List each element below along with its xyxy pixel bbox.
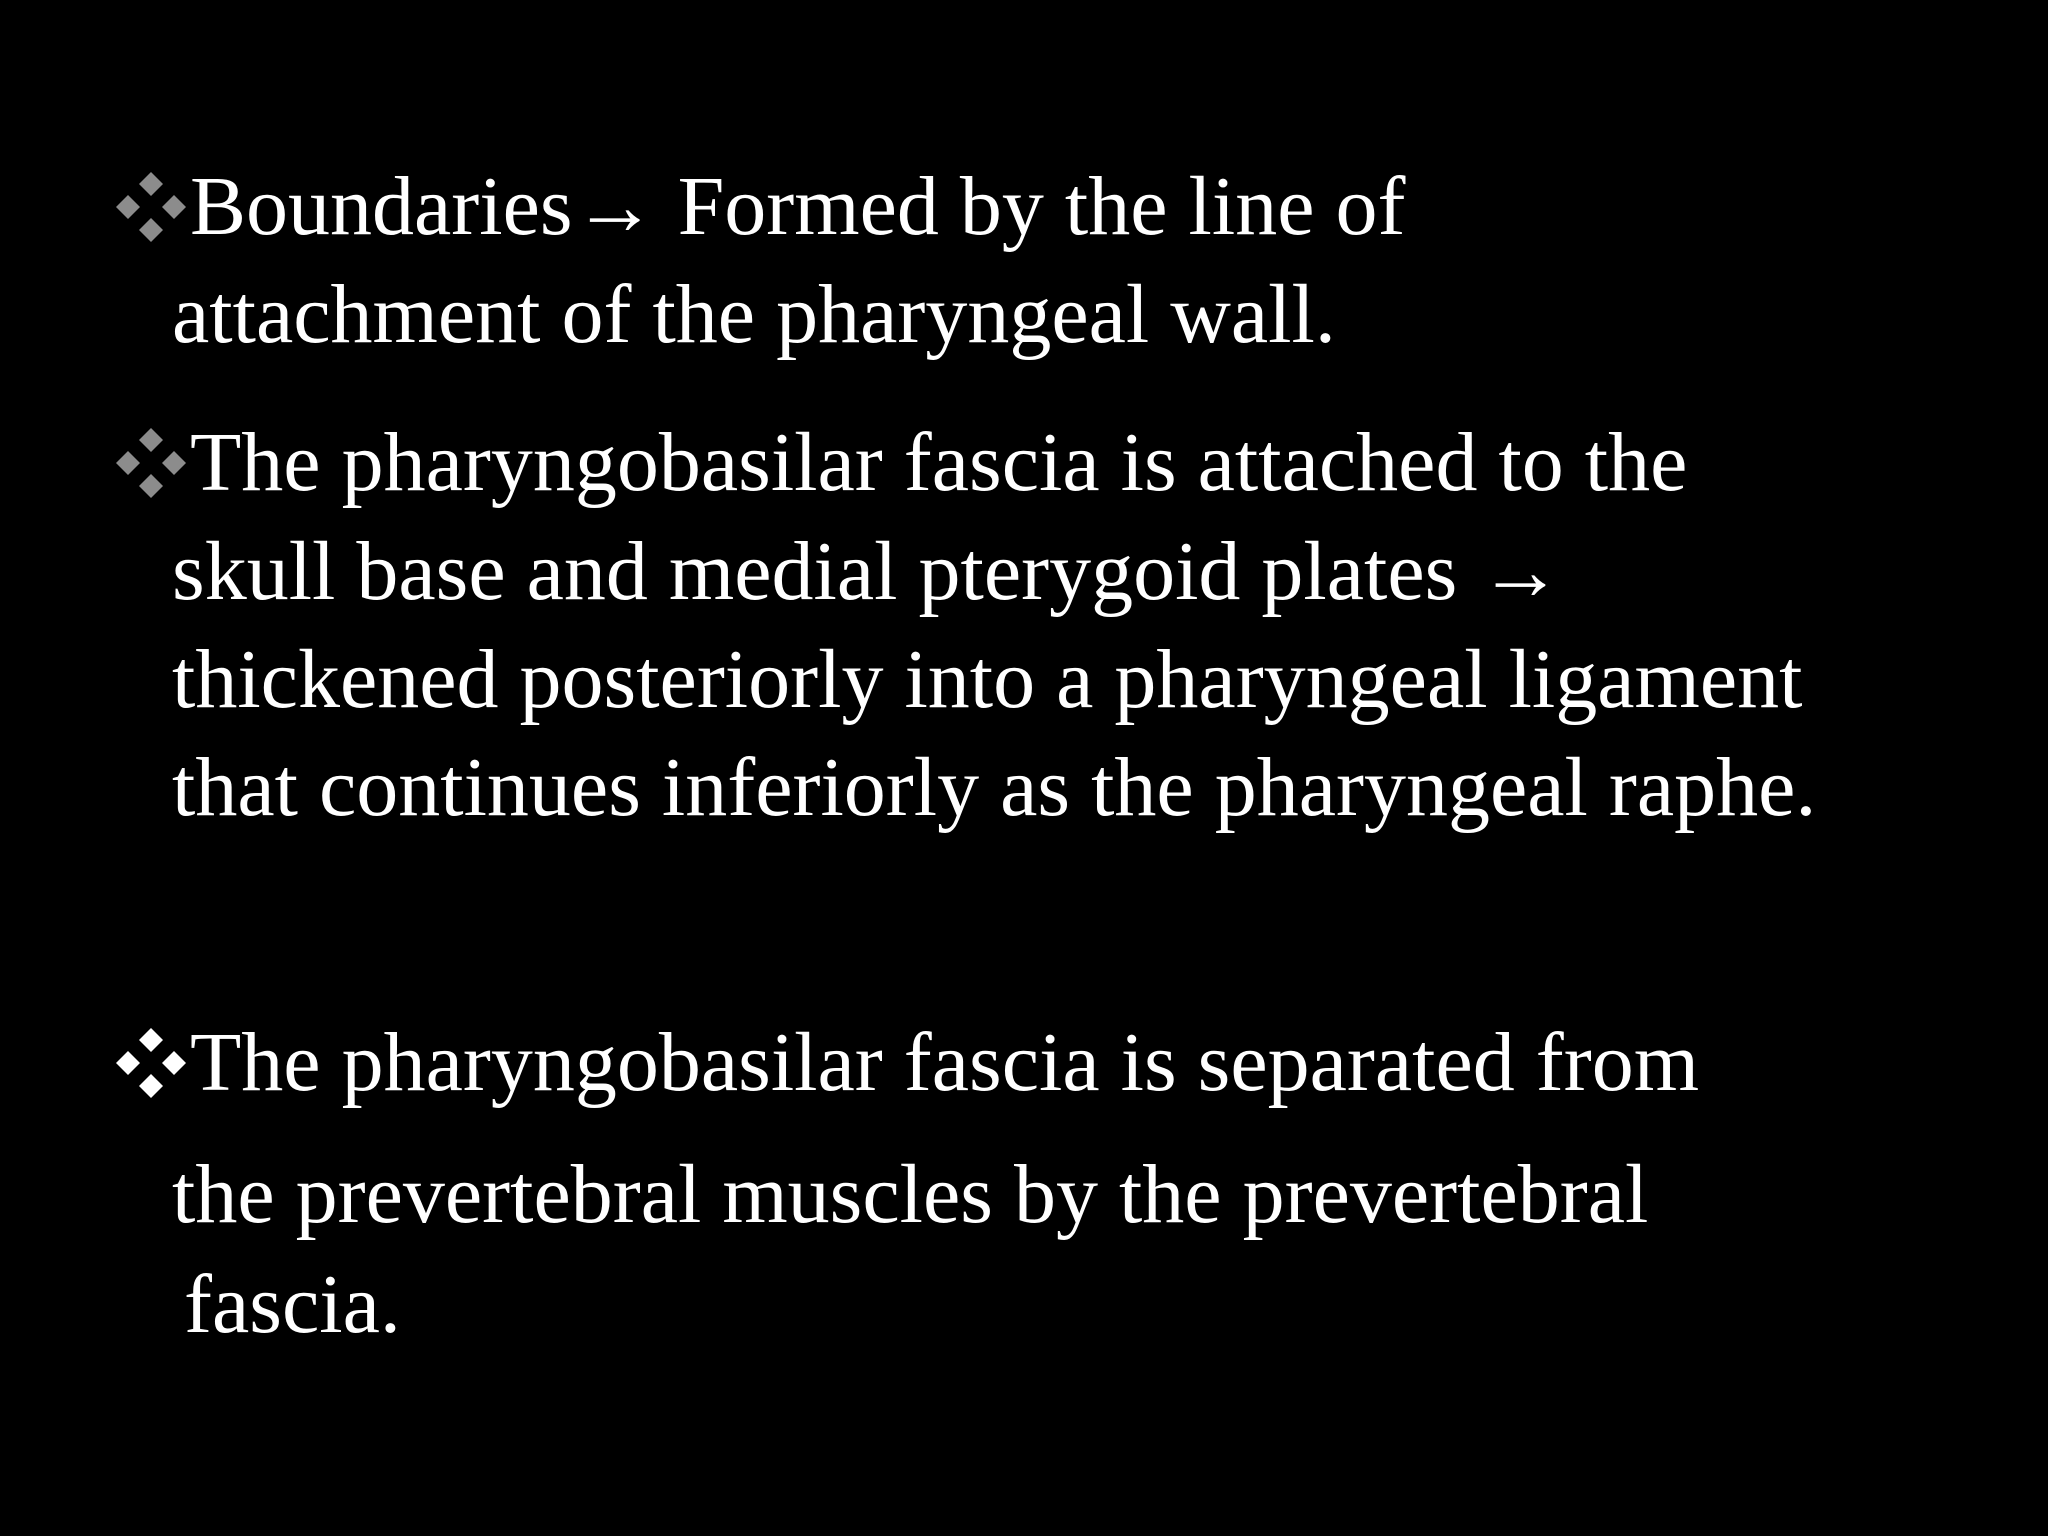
bullet-text-line: attachment of the pharyngeal wall.: [172, 268, 1336, 361]
four-diamond-bullet-icon: [112, 1024, 190, 1102]
bullet-text-line: that continues inferiorly as the pharyngeal raphe.: [172, 741, 1817, 834]
bullet-text-line: thickened posteriorly into a pharyngeal ligament: [172, 633, 1803, 726]
bullet-text-line: The pharyngobasilar fascia is attached to the: [190, 416, 1688, 509]
bullet-text-line: the prevertebral muscles by the prevertebral: [172, 1148, 1649, 1241]
four-diamond-bullet-icon: [112, 168, 190, 246]
bullet-text-line: skull base and medial pterygoid plates →: [172, 525, 1563, 618]
bullet-text-line: Boundaries→ Formed by the line of: [190, 160, 1406, 253]
bullet-text-line: The pharyngobasilar fascia is separated from: [190, 1016, 1700, 1109]
bullet-text-line: fascia.: [184, 1258, 401, 1351]
four-diamond-bullet-icon: [112, 424, 190, 502]
